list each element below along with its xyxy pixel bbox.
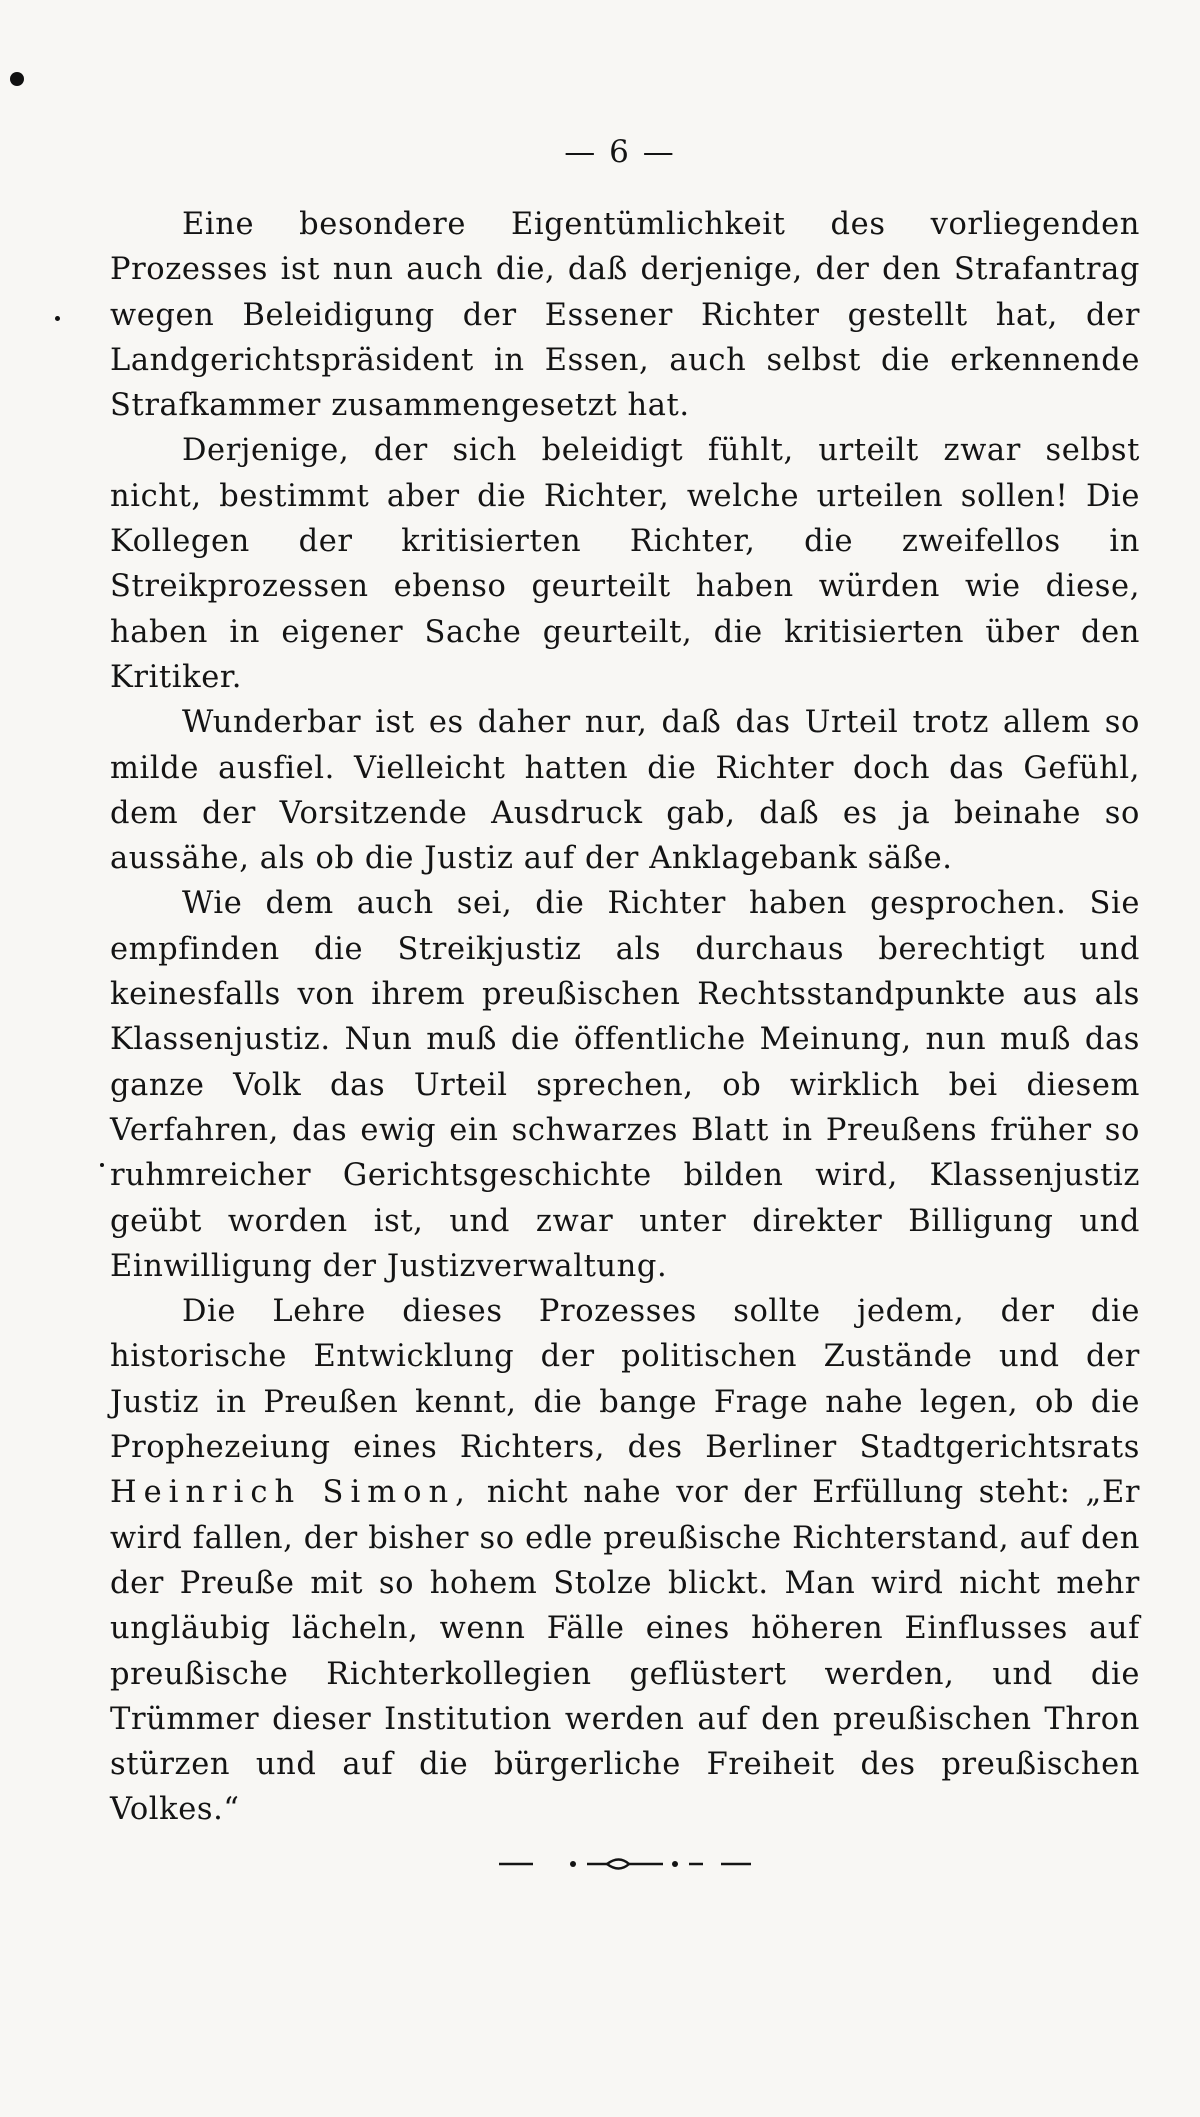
ornamental-rule-icon [497, 1852, 757, 1876]
paragraph: Wie dem auch sei, die Richter haben gesprochen. Sie empfinden die Streikjustiz als durchaus berechtigt und keinesfalls von ihrem preußischen Rechtsstandpunkte aus als Klassenjustiz. Nun muß die öffentliche Meinung, nun muß das ganze Volk das Urteil sprechen, ob wirklich bei diesem Verfahren, das ewig ein schwarzes Blatt in Preußens früher so ruhmreicher Gerichtsgeschichte bilden wird, Klassenjustiz geübt worden ist, und zwar unter direkter Billigung und Einwilligung der Justizverwaltung. [110, 886, 1140, 1284]
paragraph-text: Die Lehre dieses Prozesses sollte jedem, der die historische Entwicklung der politischen Zustände und der Justiz in Preußen kennt, die bange Frage nahe legen, ob die Prophezeiung eines Richters, des Berliner Stadtgerichtsrats [110, 1294, 1140, 1466]
paragraph: Wunderbar ist es daher nur, daß das Urteil trotz allem so milde ausfiel. Vielleicht hatten die Richter doch das Gefühl, dem der Vorsitzende Ausdruck gab, daß es ja beinahe so aussähe, als ob die Justiz auf der Anklagebank säße. [110, 705, 1140, 877]
paragraph-text: nicht nahe vor der Erfüllung steht: „Er wird fallen, der bisher so edle preußische Richterstand, auf den der Preuße mit so hohem Stolze blickt. Man wird nicht mehr ungläubig lächeln, wenn Fälle eines höheren Einflusses auf preußische Richterkollegien geflüstert werden, und die Trümmer dieser Institution werden auf den preußischen Thron stürzen und auf die bürgerliche Freiheit des preußischen Volkes.“ [110, 1475, 1141, 1828]
paragraph: Eine besondere Eigentümlichkeit des vorliegenden Prozesses ist nun auch die, daß derjenige, der den Strafantrag wegen Beleidigung der Essener Richter gestellt hat, der Landgerichtspräsident in Essen, auch selbst die erkennende Strafkammer zusammengesetzt hat. [110, 207, 1140, 424]
ink-speck [55, 316, 60, 321]
paragraph: Derjenige, der sich beleidigt fühlt, urteilt zwar selbst nicht, bestimmt aber die Richter, welche urteilen sollen! Die Kollegen der kritisierten Richter, die zweifellos in Streikprozessen ebenso geurteilt haben würden wie diese, haben in eigener Sache geurteilt, die kritisierten über den Kritiker. [110, 433, 1140, 695]
page-number: — 6 — [564, 134, 676, 170]
ink-speck [100, 1163, 104, 1167]
paragraph-with-quote [110, 1289, 1140, 1833]
ink-speck [10, 72, 24, 86]
body-text [110, 202, 1140, 1833]
person-name: Heinrich Simon, [110, 1475, 472, 1511]
